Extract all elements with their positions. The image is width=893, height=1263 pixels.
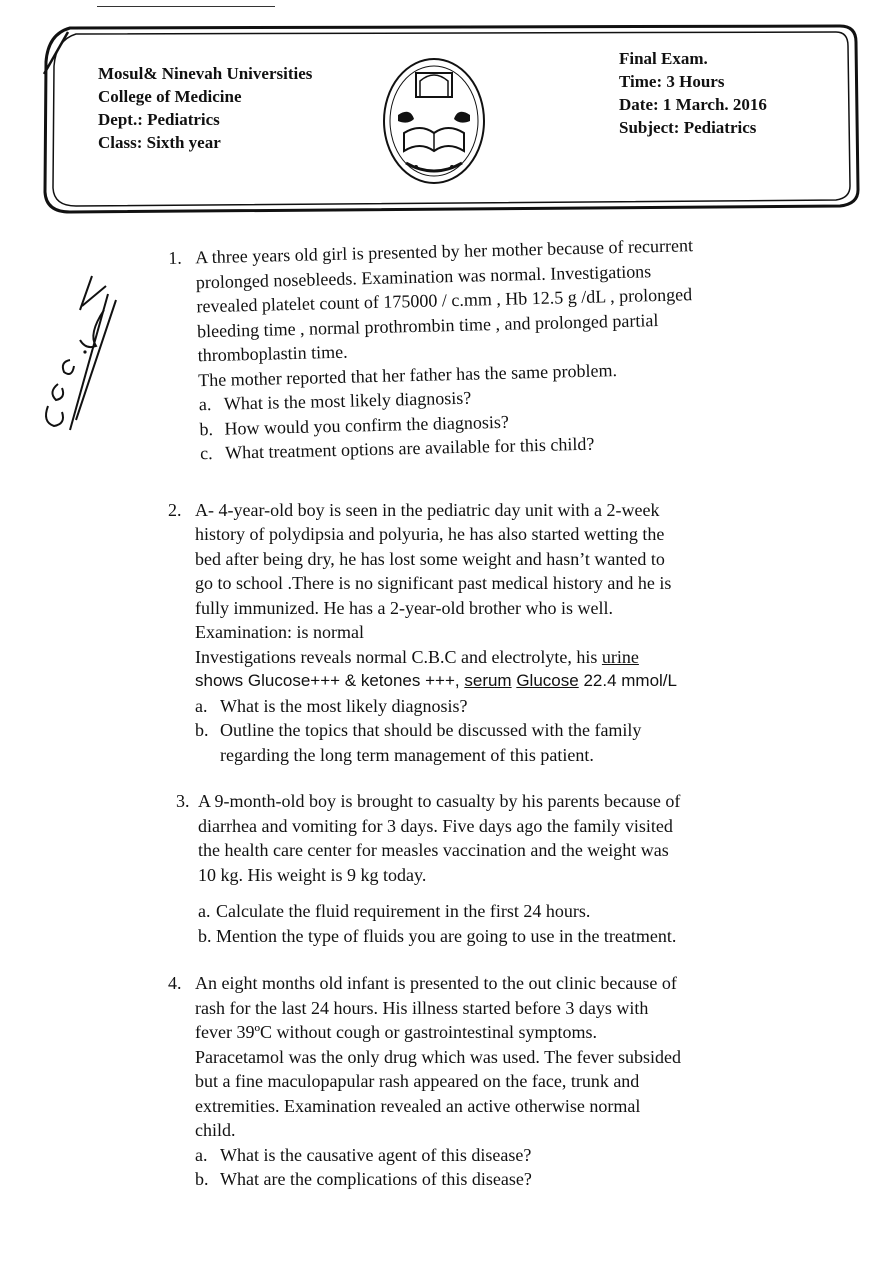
- question-text-line: the health care center for measles vaccination and the weight was: [198, 840, 669, 860]
- question-text-line: Paracetamol was the only drug which was used. The fever subsided: [195, 1046, 682, 1067]
- department: Dept.: Pediatrics: [98, 110, 220, 129]
- serum-word: serum: [464, 671, 512, 690]
- university-seal-logo: [380, 55, 488, 187]
- exam-time: Time: 3 Hours: [619, 72, 725, 91]
- sub-question-text: Calculate the fluid requirement in the first 24 hours.: [216, 901, 591, 921]
- question-1: [168, 231, 783, 466]
- question-text-line: child.: [195, 1120, 236, 1140]
- exam-info-block: [619, 47, 767, 139]
- sub-question-text: What is the most likely diagnosis?: [223, 387, 472, 414]
- sub-question-b: [198, 924, 778, 949]
- investigations-text: Investigations reveals normal C.B.C and electrolyte, his: [195, 646, 598, 667]
- question-list: [168, 235, 778, 1192]
- sub-question-continuation: regarding the long term management of this patient.: [220, 744, 594, 765]
- exam-date: Date: 1 March. 2016: [619, 95, 767, 114]
- institution-block: [98, 62, 312, 154]
- question-text-line: [195, 645, 778, 670]
- question-text-line: Examination: is normal: [195, 622, 364, 642]
- question-text-line: but a fine maculopapular rash appeared on the face, trunk and: [195, 1071, 640, 1091]
- sub-question-a: [198, 899, 778, 924]
- sub-question-text: Mention the type of fluids you are going to use in the treatment.: [216, 925, 677, 946]
- sub-question-letter: b.: [198, 925, 212, 946]
- question-text-line: bleeding time , normal prothrombin time , and prolonged partial: [196, 309, 659, 341]
- question-text-line: extremities. Examination revealed an active otherwise normal: [195, 1095, 641, 1116]
- question-text-line: A- 4-year-old boy is seen in the pediatric day unit with a 2-week: [195, 499, 660, 520]
- sub-question-b: [195, 718, 778, 743]
- sub-question-letter: b.: [195, 720, 209, 740]
- sub-question-a: [195, 1143, 778, 1168]
- university-name: Mosul& Ninevah Universities: [98, 64, 313, 83]
- question-text-line: The mother reported that her father has the same problem.: [198, 359, 618, 390]
- sub-question-text: What is the most likely diagnosis?: [220, 695, 468, 716]
- question-text-line: thromboplastin time.: [197, 341, 348, 366]
- sub-question-letter: a.: [195, 695, 208, 716]
- sub-question-text: What are the complications of this disease?: [220, 1169, 532, 1189]
- sub-question-b: [195, 1167, 778, 1192]
- sub-question-letter: b.: [195, 1169, 209, 1189]
- question-3: [176, 789, 778, 948]
- question-text-line: 10 kg. His weight is 9 kg today.: [198, 864, 427, 885]
- sub-question-letter: b.: [199, 418, 214, 439]
- sub-question-text: What is the causative agent of this disease?: [220, 1144, 532, 1165]
- question-4: [168, 971, 778, 1192]
- lab-results-line: [195, 669, 778, 694]
- exam-type: Final Exam.: [619, 49, 708, 68]
- sub-question-a: [195, 694, 778, 719]
- sub-question-letter: a.: [198, 393, 212, 415]
- question-text-line: diarrhea and vomiting for 3 days. Five days ago the family visited: [198, 815, 673, 836]
- question-text-line: history of polydipsia and polyuria, he has also started wetting the: [195, 524, 665, 544]
- handwritten-signature: [40, 270, 140, 460]
- sub-question-text: What treatment options are available for this child?: [224, 433, 595, 463]
- sub-question-letter: c.: [199, 442, 213, 464]
- question-text-line: A three years old girl is presented by her mother because of recurrent: [195, 235, 694, 268]
- question-number: 1.: [168, 247, 183, 268]
- glucose-word: Glucose: [516, 671, 579, 690]
- exam-header: [40, 22, 860, 227]
- exam-subject: Subject: Pediatrics: [619, 118, 757, 137]
- sub-question-text: How would you confirm the diagnosis?: [224, 411, 510, 439]
- sub-question-letter: a.: [195, 1144, 208, 1165]
- question-number: 4.: [168, 973, 182, 993]
- question-text-line: rash for the last 24 hours. His illness started before 3 days with: [195, 997, 649, 1018]
- question-text-line: An eight months old infant is presented to the out clinic because of: [195, 973, 677, 993]
- question-text-line: bed after being dry, he has lost some weight and hasn’t wanted to: [195, 548, 665, 569]
- question-text-line: go to school .There is no significant past medical history and he is: [195, 573, 672, 593]
- urine-word: urine: [601, 646, 639, 667]
- question-text-line: fever 39ºC without cough or gastrointestinal symptoms.: [195, 1022, 598, 1042]
- glucose-value: 22.4 mmol/L: [583, 671, 677, 690]
- class-year: Class: Sixth year: [98, 133, 221, 152]
- question-text-line: A 9-month-old boy is brought to casualty by his parents because of: [198, 791, 681, 811]
- college-name: College of Medicine: [98, 87, 242, 106]
- sub-question-text: Outline the topics that should be discussed with the family: [220, 720, 642, 740]
- question-number: 2.: [168, 499, 182, 520]
- question-text-line: prolonged nosebleeds. Examination was normal. Investigations: [195, 260, 652, 292]
- question-text-line: revealed platelet count of 175000 / c.mm , Hb 12.5 g /dL , prolonged: [196, 284, 693, 317]
- lab-results-prefix: shows Glucose+++ & ketones +++,: [195, 671, 460, 690]
- question-text-line: fully immunized. He has a 2-year-old brother who is well.: [195, 597, 614, 618]
- sub-question-letter: a.: [198, 901, 211, 921]
- question-number: 3.: [176, 791, 190, 811]
- question-2: [168, 498, 778, 768]
- top-rule: [97, 6, 275, 7]
